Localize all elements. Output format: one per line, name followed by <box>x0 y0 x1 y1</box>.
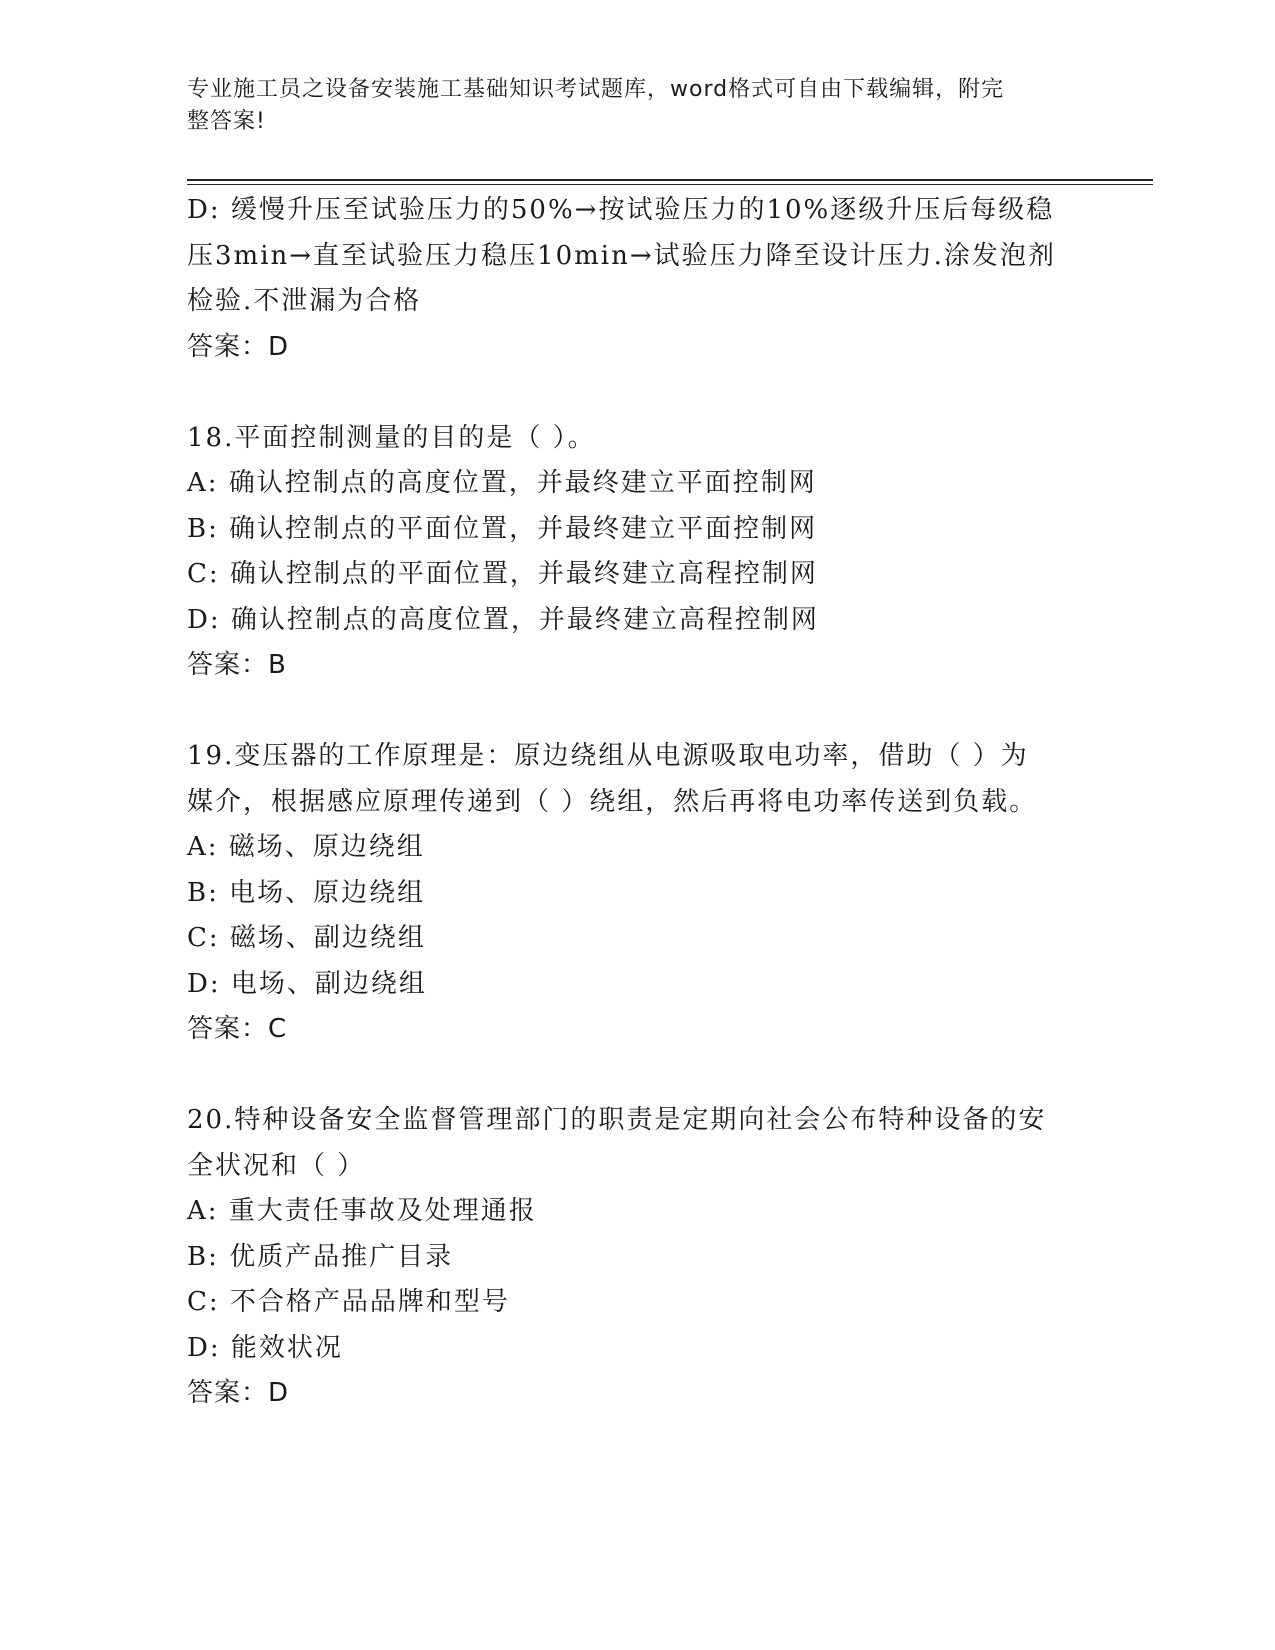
question-content <box>187 188 1067 1417</box>
q18-option-b: B: 确认控制点的平面位置，并最终建立平面控制网 <box>187 513 818 544</box>
q18-option-a: A: 确认控制点的高度位置，并最终建立平面控制网 <box>187 468 817 498</box>
q17-option-d-line-3: 检验.不泄漏为合格 <box>187 286 422 316</box>
header-line-1: 专业施工员之设备安装施工基础知识考试题库，word格式可自由下载编辑，附完 <box>187 77 1005 102</box>
q18-answer: 答案：B <box>187 650 287 680</box>
q20-option-d: D: 能效状况 <box>187 1332 343 1363</box>
q19-option-c: C: 磁场、副边绕组 <box>187 923 426 953</box>
q19-stem-line-2: 媒介，根据感应原理传递到（ ）绕组，然后再将电功率传送到负载。 <box>187 786 1038 817</box>
q18-option-c: C: 确认控制点的平面位置，并最终建立高程控制网 <box>187 559 818 589</box>
document-header <box>187 74 1067 138</box>
q19-option-a: A: 磁场、原边绕组 <box>187 832 425 862</box>
q20-answer: 答案：D <box>187 1378 290 1408</box>
question-17-tail <box>187 188 1067 370</box>
q19-stem-line-1: 19.变压器的工作原理是：原边绕组从电源吸取电功率，借助（ ）为 <box>187 741 1029 771</box>
q20-option-c: C: 不合格产品品牌和型号 <box>187 1287 510 1317</box>
q18-stem: 18.平面控制测量的目的是（ ）。 <box>187 422 596 453</box>
question-18 <box>187 416 1067 689</box>
q17-answer: 答案：D <box>187 331 290 362</box>
q19-answer: 答案：C <box>187 1014 288 1044</box>
spacer <box>187 1053 1067 1099</box>
q20-option-b: B: 优质产品推广目录 <box>187 1241 454 1272</box>
q18-option-d: D: 确认控制点的高度位置，并最终建立高程控制网 <box>187 604 819 635</box>
spacer <box>187 689 1067 735</box>
header-divider-thick <box>187 179 1153 181</box>
q20-stem-line-1: 20.特种设备安全监督管理部门的职责是定期向社会公布特种设备的安 <box>187 1105 1047 1135</box>
q17-option-d-line-2: 压3min→直至试验压力稳压10min→试验压力降至设计压力.涂发泡剂 <box>187 240 1056 271</box>
q20-stem-line-2: 全状况和（ ） <box>187 1150 366 1181</box>
question-19 <box>187 734 1067 1053</box>
q19-option-d: D: 电场、副边绕组 <box>187 968 427 999</box>
q17-option-d-line-1: D: 缓慢升压至试验压力的50%→按试验压力的10%逐级升压后每级稳 <box>187 195 1055 225</box>
q19-option-b: B: 电场、原边绕组 <box>187 877 426 908</box>
header-line-2: 整答案! <box>187 109 266 134</box>
spacer <box>187 370 1067 416</box>
question-20 <box>187 1098 1067 1417</box>
header-divider-thin <box>187 184 1153 185</box>
q20-option-a: A: 重大责任事故及处理通报 <box>187 1196 537 1226</box>
